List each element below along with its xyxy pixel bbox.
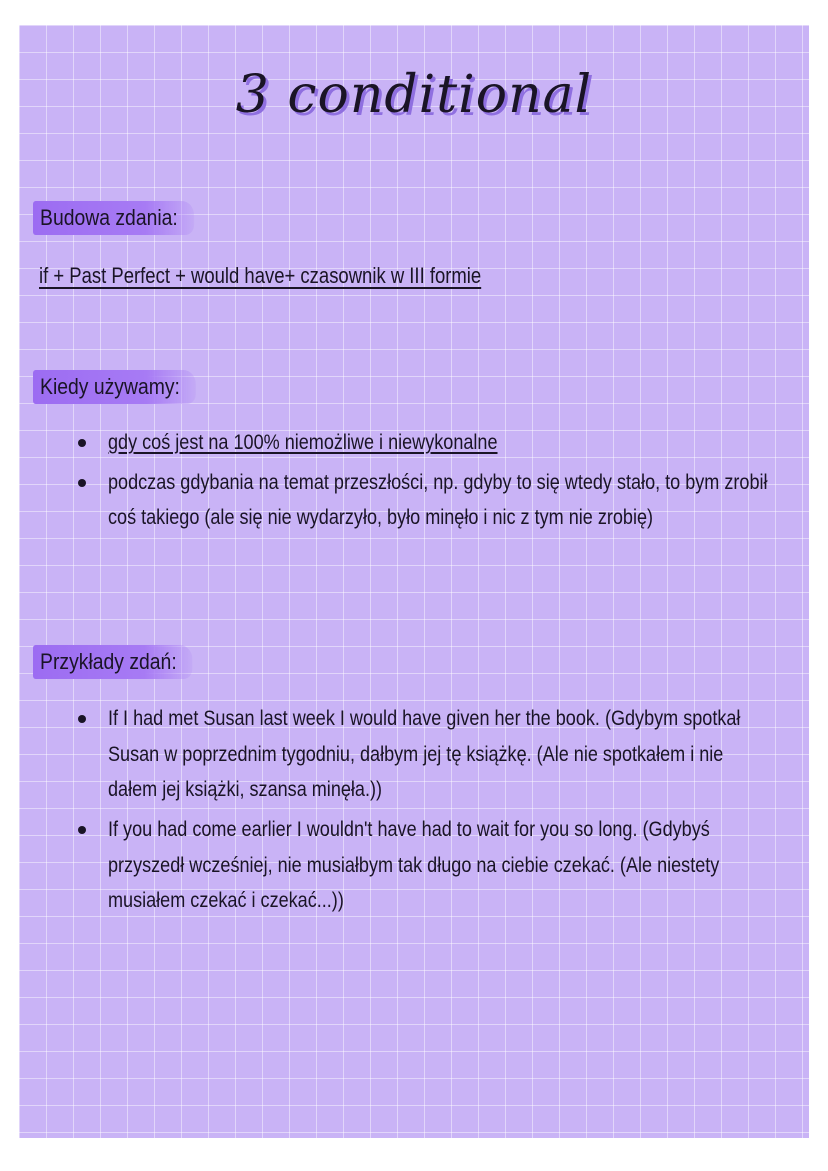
usage-heading: Kiedy używamy: [33,370,196,404]
example-item-1: If I had met Susan last week I would have given her the book. (Gdybym spotkał Susan w poprzednim tygodniu, dałbym jej tę książkę. (Ale nie spotkałem i nie dałem jej książki, szansa minęła.)) [108,707,741,802]
list-item [74,701,774,808]
construction-formula: if + Past Perfect + would have+ czasownik w III formie [39,263,482,288]
list-item [74,465,774,536]
bullet-icon [78,715,86,723]
example-item-2: If you had come earlier I wouldn't have had to wait for you so long. (Gdybyś przyszedł wcześniej, nie musiałbym tak długo na ciebie czekać. (Ale niestety musiałem czekać i czekać...)) [108,818,720,913]
list-item [74,425,774,461]
usage-list [74,425,774,540]
usage-item-2: podczas gdybania na temat przeszłości, np. gdyby to się wtedy stało, to bym zrobił coś takiego (ale się nie wydarzyło, było minęło i nic z tym nie zrobię) [108,470,768,530]
bullet-icon [78,479,86,487]
list-item [74,812,774,919]
note-page [19,25,809,1138]
examples-list [74,701,774,923]
bullet-icon [78,439,86,447]
bullet-icon [78,826,86,834]
examples-heading: Przykłady zdań: [33,645,193,679]
usage-item-1: gdy coś jest na 100% niemożliwe i niewykonalne [108,431,498,454]
page-title: 3 conditional [235,65,593,125]
construction-heading: Budowa zdania: [33,201,194,235]
